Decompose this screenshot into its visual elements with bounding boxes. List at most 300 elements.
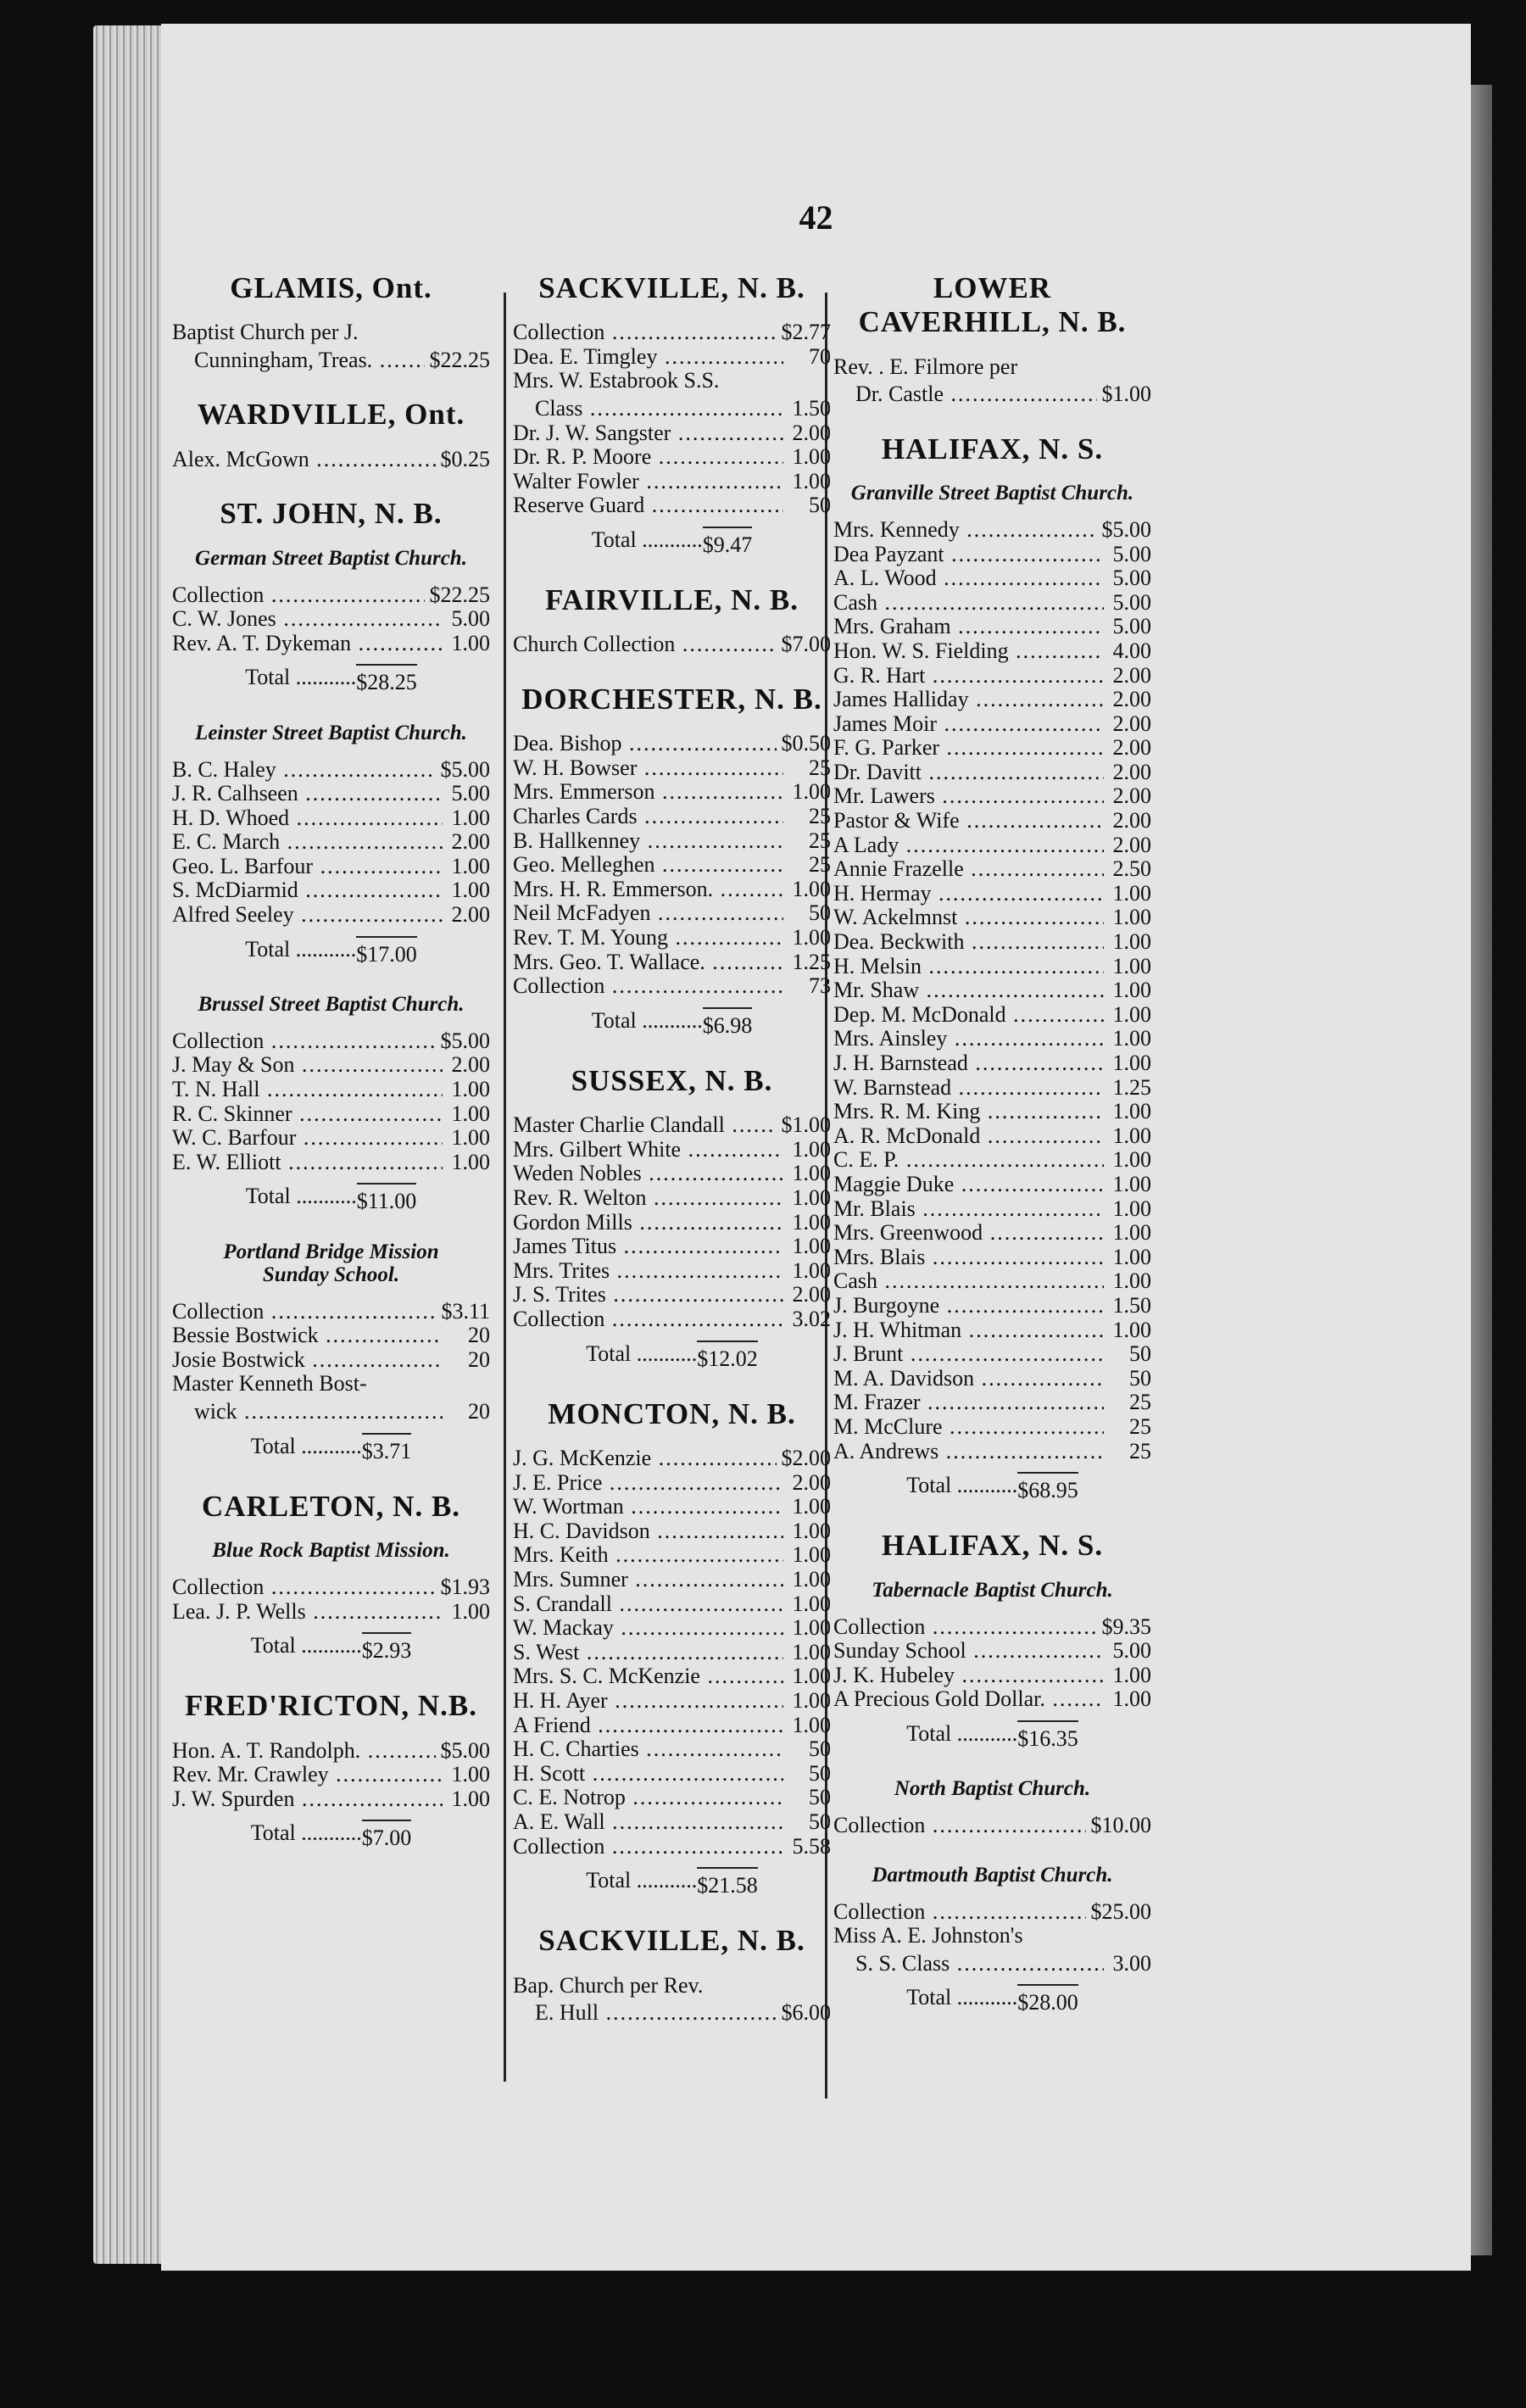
entry-amount: 1.00 <box>792 1234 831 1259</box>
entry-row <box>513 829 831 854</box>
section <box>172 497 490 695</box>
entry-amount: $3.11 <box>441 1298 490 1324</box>
entry-name: J. K. Hubeley ..... <box>833 1664 1104 1688</box>
entry-amount: $5.00 <box>440 1737 490 1763</box>
entry-row <box>513 1714 831 1738</box>
entry-row <box>833 1318 1151 1343</box>
entry-row <box>172 1739 490 1764</box>
entry-amount: $5.00 <box>1101 516 1151 542</box>
entry-row <box>172 348 490 373</box>
entry-row <box>172 1324 490 1348</box>
entry-name: Mrs. R. M. King ..... <box>833 1100 1104 1124</box>
entry-name: J. R. Calhseen ..... <box>172 782 443 806</box>
total-amount: $7.00 <box>362 1820 412 1851</box>
entry-row <box>513 1283 831 1307</box>
place-heading: MONCTON, N. B. <box>548 1396 796 1430</box>
entry-row <box>513 1543 831 1568</box>
entry-amount: 50 <box>1129 1341 1151 1367</box>
total-label: Total ..... <box>906 1720 1017 1752</box>
entry-amount: 1.00 <box>792 468 831 493</box>
entry-name: Charles Cards ..... <box>513 805 783 829</box>
entry-name: C. E. P. ..... <box>833 1148 1104 1173</box>
entry-row <box>833 1246 1151 1270</box>
entry-row <box>513 421 831 446</box>
entry-amount: 2.00 <box>1112 662 1151 688</box>
entry-amount: 1.00 <box>1112 1123 1151 1148</box>
entry-name: J. W. Spurden ..... <box>172 1787 443 1812</box>
entry-name: E. Hull ..... <box>535 2001 777 2026</box>
entry-row <box>513 1568 831 1592</box>
entry-amount: 50 <box>809 900 831 926</box>
entry-amount: 1.00 <box>792 1518 831 1543</box>
entry-row <box>833 382 1151 407</box>
entry-row <box>513 1113 831 1138</box>
entry-name: B. C. Haley ..... <box>172 758 436 783</box>
entry-amount: 5.00 <box>451 606 490 632</box>
entry-name: Walter Fowler ..... <box>513 470 783 494</box>
total-label: Total ..... <box>251 1820 362 1851</box>
entry-amount: 3.02 <box>792 1307 831 1331</box>
entry-row <box>513 1786 831 1810</box>
total-label: Total ..... <box>906 1472 1017 1503</box>
entry-name: Rev. R. Welton ..... <box>513 1186 783 1211</box>
entry-amount: 1.00 <box>792 1664 831 1689</box>
entry-amount: 1.00 <box>1112 1171 1151 1196</box>
entry-name: Hon. W. S. Fielding ..... <box>833 639 1104 664</box>
entry-name: Master Charlie Clandall ..... <box>513 1113 777 1138</box>
entry-name: Lea. J. P. Wells ..... <box>172 1600 443 1625</box>
entry-name: G. R. Hart ..... <box>833 664 1104 688</box>
entry-name: Dea Payzant ..... <box>833 543 1104 567</box>
entry-name: Collection ..... <box>172 583 425 608</box>
entry-amount: 25 <box>1129 1413 1151 1439</box>
entry-amount: 1.00 <box>792 1494 831 1519</box>
entry-amount: 5.00 <box>1112 541 1151 566</box>
entry-row <box>513 1186 831 1211</box>
entry-amount: 2.00 <box>1112 711 1151 736</box>
total-label: Total ..... <box>592 1007 703 1039</box>
entry-name: Dr. Castle ..... <box>855 382 1097 407</box>
place-heading: GLAMIS, Ont. <box>230 271 432 304</box>
entry-name: James Halliday ..... <box>833 688 1104 712</box>
section <box>172 1240 490 1464</box>
entry-name: A. E. Wall ..... <box>513 1810 783 1835</box>
entry-amount: $1.00 <box>781 1112 831 1138</box>
entry-row <box>833 566 1151 591</box>
entry-row <box>833 591 1151 616</box>
entry-row <box>833 1027 1151 1051</box>
entry-amount: $2.77 <box>781 320 831 345</box>
entry-name: Reserve Guard ..... <box>513 493 783 518</box>
entry-row <box>172 806 490 831</box>
entry-name: Maggie Duke ..... <box>833 1173 1104 1197</box>
entry-amount: 1.00 <box>792 444 831 470</box>
entry-row <box>833 930 1151 955</box>
entry-amount: 50 <box>809 493 831 518</box>
entry-amount: 1.00 <box>792 876 831 901</box>
entry-name: W. Barnstead ..... <box>833 1076 1104 1101</box>
entry-amount: 1.00 <box>792 1639 831 1664</box>
entry-name: Dr. R. P. Moore ..... <box>513 445 783 470</box>
entry-name: A Lady ..... <box>833 833 1104 858</box>
section <box>172 1689 490 1851</box>
entry-name: Dea. Beckwith ..... <box>833 930 1104 955</box>
entry-row <box>513 1471 831 1496</box>
total-label: Total ..... <box>592 527 703 558</box>
column-rule-left <box>504 293 506 2082</box>
entry-name: B. Hallkenney ..... <box>513 829 783 854</box>
entry-amount: 1.00 <box>792 925 831 950</box>
total-amount: $11.00 <box>357 1183 417 1214</box>
entry-amount: 1.00 <box>451 805 490 830</box>
entry-name: Neil McFadyen ..... <box>513 901 783 926</box>
entry-amount: $22.25 <box>429 582 490 607</box>
entry-amount: 1.00 <box>451 1762 490 1787</box>
place-heading: SUSSEX, N. B. <box>571 1064 773 1097</box>
entry-name: S. Crandall ..... <box>513 1592 783 1617</box>
entry-name: James Titus ..... <box>513 1235 783 1259</box>
entry-name: Hon. A. T. Randolph. ..... <box>172 1739 436 1764</box>
entry-amount: 25 <box>809 828 831 853</box>
entry-row <box>513 853 831 878</box>
page-edges <box>93 25 170 2264</box>
entry-row <box>833 1100 1151 1124</box>
entry-name: M. Frazer ..... <box>833 1391 1104 1415</box>
entry-amount: 1.00 <box>451 1598 490 1624</box>
place-heading: FAIRVILLE, N. B. <box>544 583 799 617</box>
entry-amount: 2.00 <box>451 1052 490 1078</box>
entry-name: wick ..... <box>194 1400 443 1424</box>
entry-name: W. Wortman ..... <box>513 1495 783 1519</box>
entry-row <box>513 901 831 926</box>
entry-name: Rev. Mr. Crawley ..... <box>172 1763 443 1787</box>
entry-amount: 1.00 <box>1112 1196 1151 1221</box>
entry-name: Collection ..... <box>513 321 777 345</box>
entry-name: Bessie Bostwick ..... <box>172 1324 443 1348</box>
entry-row <box>513 397 831 421</box>
entry-name: Collection ..... <box>172 1575 436 1600</box>
entry-row <box>172 878 490 903</box>
entry-amount: 1.00 <box>792 1209 831 1235</box>
entry-name: Rev. A. T. Dykeman ..... <box>172 632 443 656</box>
entry-amount: 1.00 <box>1112 905 1151 930</box>
entry-amount: 1.00 <box>1112 1147 1151 1173</box>
entry-row <box>513 633 831 657</box>
total-label: Total ..... <box>586 1341 697 1372</box>
entry-name: Collection ..... <box>833 1900 1086 1925</box>
entry-row <box>513 1835 831 1859</box>
total-row <box>172 1820 490 1851</box>
entry-amount: 1.00 <box>792 779 831 805</box>
entry-amount: $22.25 <box>429 347 490 372</box>
church-subtitle: German Street Baptist Church. <box>195 546 467 570</box>
entry-row <box>833 857 1151 882</box>
entry-amount: 25 <box>809 852 831 878</box>
total-amount: $28.00 <box>1017 1984 1078 2015</box>
total-label: Total ..... <box>245 936 356 967</box>
entry-amount: 25 <box>1129 1390 1151 1415</box>
entry-name: Josie Bostwick ..... <box>172 1348 443 1373</box>
entry-name: Rev. T. M. Young ..... <box>513 926 783 950</box>
entry-name: Mr. Blais ..... <box>833 1197 1104 1222</box>
total-amount: $68.95 <box>1017 1472 1078 1503</box>
entry-amount: 2.00 <box>1112 687 1151 712</box>
section <box>833 1777 1151 1838</box>
section <box>172 993 490 1215</box>
total-amount: $9.47 <box>703 527 753 558</box>
entry-row <box>513 1519 831 1544</box>
entry-name: Gordon Mills ..... <box>513 1211 783 1235</box>
entry-amount: 2.00 <box>451 902 490 928</box>
entry-name: Alfred Seeley ..... <box>172 903 443 928</box>
entry-row <box>513 1762 831 1786</box>
entry-row <box>172 607 490 632</box>
entry-name: Collection ..... <box>172 1300 436 1324</box>
entry-amount: $1.00 <box>1101 382 1151 407</box>
entry-name: J. S. Trites ..... <box>513 1283 783 1307</box>
entry-name: Dr. Davitt ..... <box>833 761 1104 785</box>
entry-amount: 1.00 <box>792 1567 831 1591</box>
entry-row <box>833 639 1151 664</box>
entry-name: M. McClure ..... <box>833 1415 1104 1440</box>
entry-amount: 2.00 <box>1112 808 1151 833</box>
entry-row <box>513 926 831 950</box>
section <box>513 683 831 1039</box>
entry-amount: 1.00 <box>1112 1099 1151 1124</box>
entry-name: Mrs. Geo. T. Wallace. ..... <box>513 950 783 975</box>
entry-name: Cash ..... <box>833 591 1104 616</box>
total-amount: $3.71 <box>362 1433 412 1464</box>
entry-name: H. C. Davidson ..... <box>513 1519 783 1544</box>
entry-name: S. McDiarmid ..... <box>172 878 443 903</box>
column-3 <box>833 271 1151 2042</box>
entry-name: Weden Nobles ..... <box>513 1162 783 1186</box>
entry-row <box>833 543 1151 567</box>
total-row <box>833 1472 1151 1503</box>
entry-row <box>172 1600 490 1625</box>
entry-name: J. Burgoyne ..... <box>833 1294 1104 1318</box>
section <box>513 583 831 657</box>
entry-name: Mr. Lawers ..... <box>833 784 1104 809</box>
entry-amount: $9.35 <box>1101 1614 1151 1639</box>
entry-amount: 5.00 <box>1112 566 1151 591</box>
church-subtitle: Blue Rock Baptist Mission. <box>212 1539 450 1562</box>
entry-row <box>833 1148 1151 1173</box>
entry-name: Mrs. Blais ..... <box>833 1246 1104 1270</box>
church-subtitle: Portland Bridge Mission Sunday School. <box>223 1240 439 1286</box>
entry-name: C. E. Notrop ..... <box>513 1786 783 1810</box>
entry-amount: $1.93 <box>440 1575 490 1599</box>
entry-amount: 1.00 <box>1112 953 1151 978</box>
entry-amount: 1.00 <box>792 1615 831 1641</box>
entry-row <box>172 1400 490 1424</box>
entry-amount: 1.00 <box>1112 1051 1151 1075</box>
entry-name: Collection ..... <box>513 1307 783 1332</box>
entry-row <box>513 1495 831 1519</box>
place-heading: WARDVILLE, Ont. <box>197 398 465 432</box>
entry-amount: $10.00 <box>1090 1813 1151 1838</box>
entry-amount: 25 <box>809 804 831 829</box>
entry-name: J. Brunt ..... <box>833 1342 1104 1367</box>
entry-amount: 1.00 <box>1112 1317 1151 1342</box>
entry-line: Miss A. E. Johnston's <box>833 1923 1023 1948</box>
entry-row <box>513 2001 831 2026</box>
entry-name: Mrs. Keith ..... <box>513 1543 783 1568</box>
entry-name: A. L. Wood ..... <box>833 566 1104 591</box>
entry-row <box>833 1814 1151 1838</box>
entry-name: H. Hermay ..... <box>833 882 1104 906</box>
entry-row <box>833 712 1151 737</box>
entry-row <box>172 1078 490 1102</box>
entry-name: W. Ackelmnst ..... <box>833 906 1104 930</box>
entry-amount: 2.00 <box>451 829 490 855</box>
entry-amount: 2.00 <box>792 420 831 445</box>
entry-amount: 1.00 <box>1112 880 1151 906</box>
entry-name: J. H. Barnstead ..... <box>833 1051 1104 1076</box>
entry-row <box>172 583 490 608</box>
entry-row <box>833 1051 1151 1076</box>
place-heading: FRED'RICTON, N.B. <box>184 1689 477 1723</box>
entry-name: Mrs. Trites ..... <box>513 1259 783 1284</box>
entry-name: E. C. March ..... <box>172 830 443 855</box>
entry-row <box>513 1259 831 1284</box>
entry-amount: 2.50 <box>1112 856 1151 882</box>
entry-amount: 5.00 <box>1112 614 1151 639</box>
entry-name: W. Mackay ..... <box>513 1616 783 1641</box>
entry-row <box>513 1689 831 1714</box>
entry-row <box>833 1664 1151 1688</box>
entry-name: H. Scott ..... <box>513 1762 783 1786</box>
entry-name: E. W. Elliott ..... <box>172 1151 443 1175</box>
total-row <box>513 1867 831 1898</box>
entry-row <box>833 1367 1151 1391</box>
entry-row <box>172 782 490 806</box>
entry-amount: 3.00 <box>1112 1950 1151 1976</box>
entry-row <box>833 784 1151 809</box>
entry-name: H. D. Whoed ..... <box>172 806 443 831</box>
section <box>833 1864 1151 2016</box>
total-label: Total ..... <box>906 1984 1017 2015</box>
entry-name: H. H. Ayer ..... <box>513 1689 783 1714</box>
section <box>172 271 490 372</box>
place-heading: SACKVILLE, N. B. <box>538 271 805 304</box>
entry-amount: $0.25 <box>440 446 490 471</box>
entry-name: Mrs. Emmerson ..... <box>513 780 783 805</box>
entry-name: Annie Frazelle ..... <box>833 857 1104 882</box>
entry-name: Dea. E. Timgley ..... <box>513 345 783 370</box>
entry-name: Collection ..... <box>172 1029 436 1054</box>
entry-row <box>513 345 831 370</box>
place-heading: CARLETON, N. B. <box>201 1489 461 1523</box>
entry-row <box>513 1664 831 1689</box>
entry-line: Baptist Church per J. <box>172 320 359 345</box>
entry-line: Master Kenneth Bost- <box>172 1371 367 1396</box>
entry-amount: 2.00 <box>1112 783 1151 809</box>
entry-row <box>513 445 831 470</box>
entry-amount: 2.00 <box>1112 759 1151 784</box>
column-2 <box>513 271 831 2051</box>
entry-amount: 1.00 <box>1112 1001 1151 1027</box>
section <box>513 1397 831 1899</box>
total-row <box>172 1183 490 1214</box>
section <box>513 271 831 558</box>
entry-row <box>833 1221 1151 1246</box>
entry-name: A. Andrews ..... <box>833 1440 1104 1464</box>
entry-amount: 1.00 <box>451 1786 490 1811</box>
entry-name: Collection ..... <box>833 1615 1097 1640</box>
entry-row <box>172 830 490 855</box>
entry-name: Collection ..... <box>833 1814 1086 1838</box>
entry-row <box>833 688 1151 712</box>
entry-name: Mrs. Greenwood ..... <box>833 1221 1104 1246</box>
total-amount: $12.02 <box>697 1341 758 1372</box>
section <box>833 271 1151 407</box>
entry-amount: 20 <box>468 1323 490 1348</box>
entry-name: Dr. J. W. Sangster ..... <box>513 421 783 446</box>
entry-name: Class ..... <box>535 397 783 421</box>
church-subtitle: North Baptist Church. <box>894 1777 1091 1801</box>
entry-row <box>513 1446 831 1471</box>
entry-amount: 1.00 <box>1112 1220 1151 1246</box>
entry-row <box>172 758 490 783</box>
entry-amount: 1.00 <box>792 1712 831 1737</box>
entry-name: Geo. Melleghen ..... <box>513 853 783 878</box>
entry-name: Dea. Bishop ..... <box>513 732 777 756</box>
entry-row <box>833 664 1151 688</box>
place-heading: SACKVILLE, N. B. <box>538 1924 805 1958</box>
entry-row <box>513 470 831 494</box>
entry-amount: 1.00 <box>1112 978 1151 1003</box>
entry-name: Mrs. Kennedy ..... <box>833 518 1097 543</box>
entry-row <box>513 780 831 805</box>
entry-row <box>513 1138 831 1162</box>
entry-name: Mr. Shaw ..... <box>833 978 1104 1003</box>
entry-name: A. R. McDonald ..... <box>833 1124 1104 1149</box>
entry-row <box>513 1592 831 1617</box>
entry-row <box>513 1810 831 1835</box>
entry-amount: 2.00 <box>792 1282 831 1307</box>
entry-row <box>513 732 831 756</box>
church-subtitle: Granville Street Baptist Church. <box>850 481 1134 504</box>
entry-line: Mrs. W. Estabrook S.S. <box>513 368 720 393</box>
entry-line: Rev. . E. Filmore per <box>833 354 1018 379</box>
section <box>172 722 490 967</box>
entry-name: M. A. Davidson ..... <box>833 1367 1104 1391</box>
entry-amount: 1.00 <box>451 630 490 655</box>
entry-amount: $0.50 <box>781 731 831 756</box>
entry-amount: $2.00 <box>781 1446 831 1471</box>
entry-name: Mrs. H. R. Emmerson. ..... <box>513 878 783 902</box>
entry-amount: 25 <box>1129 1438 1151 1463</box>
entry-row <box>513 1641 831 1665</box>
entry-row <box>513 878 831 902</box>
entry-amount: 50 <box>809 1760 831 1786</box>
entry-amount: 1.00 <box>792 1591 831 1616</box>
section <box>513 1064 831 1372</box>
entry-amount: 20 <box>468 1346 490 1372</box>
total-amount: $21.58 <box>697 1867 758 1898</box>
entry-amount: 1.50 <box>792 396 831 421</box>
entry-name: Cash ..... <box>833 1269 1104 1294</box>
entry-row <box>172 1300 490 1324</box>
entry-name: C. W. Jones ..... <box>172 607 443 632</box>
entry-name: A Friend ..... <box>513 1714 783 1738</box>
total-amount: $6.98 <box>703 1007 753 1039</box>
entry-amount: 1.00 <box>1112 1686 1151 1712</box>
total-amount: $2.93 <box>362 1632 412 1664</box>
entry-name: J. E. Price ..... <box>513 1471 783 1496</box>
entry-row <box>833 809 1151 833</box>
